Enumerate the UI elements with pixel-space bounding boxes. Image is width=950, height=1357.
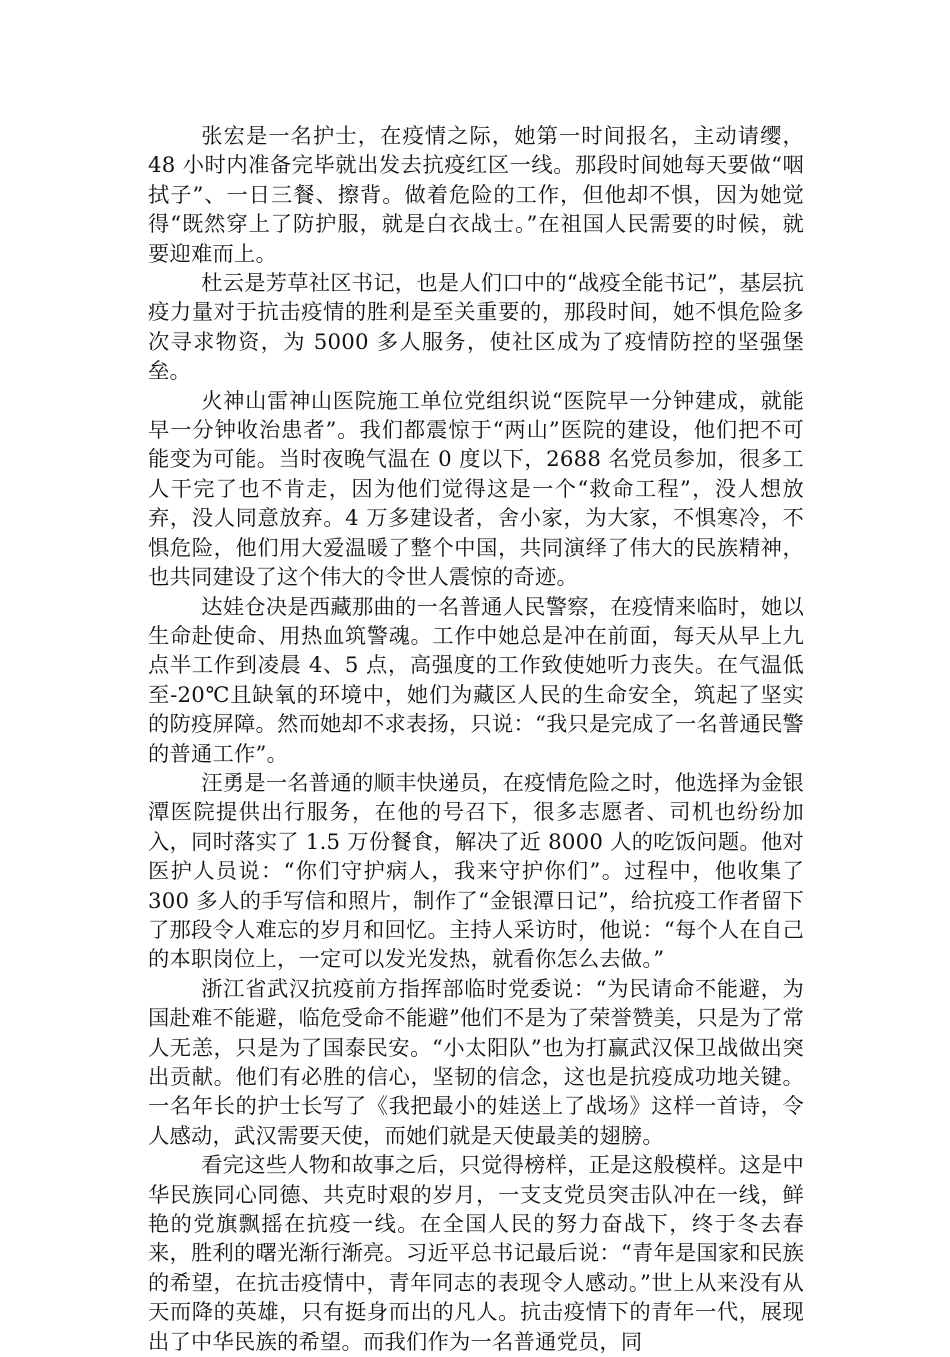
paragraph-huoshenshan-leishenshan: 火神山雷神山医院施工单位党组织说“医院早一分钟建成，就能早一分钟收治患者”。我们都震惊于“两山”医院的建设，他们把不可能变为可能。当时夜晚气温在 0 度以下，2688 名党员参加，很多工人干完了也不肯走，因为他们觉得这是一个“救命工程”，没人想放弃，没人同意放弃。4 万多建设者，舍小家，为大家，不惧寒冷，不惧危险，他们用大爱温暖了整个中国，共同演绎了伟大的民族精神，也共同建设了这个伟大的令世人震惊的奇迹。 [148,388,804,591]
paragraph-wang-yong: 汪勇是一名普通的顺丰快递员，在疫情危险之时，他选择为金银潭医院提供出行服务，在他的号召下，很多志愿者、司机也纷纷加入，同时落实了 1.5 万份餐食，解决了近 8000 人的吃饭问题。他对医护人员说：“你们守护病人，我来守护你们”。过程中，他收集了 300 多人的手写信和照片，制作了“金银潭日记”，给抗疫工作者留下了那段令人难忘的岁月和回忆。主持人采访时，他说：“每个人在自己的本职岗位上，一定可以发光发热，就看你怎么去做。” [148,770,804,973]
paragraph-du-yun: 杜云是芳草社区书记，也是人们口中的“战疫全能书记”，基层抗疫力量对于抗击疫情的胜利是至关重要的，那段时间，她不惧危险多次寻求物资，为 5000 多人服务，使社区成为了疫情防控的坚强堡垒。 [148,271,804,385]
paragraph-dawa-cangjue: 达娃仓决是西藏那曲的一名普通人民警察，在疫情来临时，她以生命赴使命、用热血筑警魂。工作中她总是冲在前面，每天从早上九点半工作到凌晨 4、5 点，高强度的工作致使她听力丧失。在气温低至-20℃且缺氧的环境中，她们为藏区人民的生命安全，筑起了坚实的防疫屏障。然而她却不求表扬，只说：“我只是完成了一名普通民警的普通工作”。 [148,594,804,767]
paragraph-zhejiang-command: 浙江省武汉抗疫前方指挥部临时党委说：“为民请命不能避，为国赴难不能避，临危受命不能避”他们不是为了荣誉赞美，只是为了常人无恙，只是为了国泰民安。“小太阳队”也为打赢武汉保卫战做出突出贡献。他们有必胜的信心，坚韧的信念，这也是抗疫成功地关键。一名年长的护士长写了《我把最小的娃送上了战场》这样一首诗，令人感动，武汉需要天使，而她们就是天使最美的翅膀。 [148,976,804,1149]
document-body [148,122,804,1357]
paragraph-zhang-hong: 张宏是一名护士，在疫情之际，她第一时间报名，主动请缨，48 小时内准备完毕就出发去抗疫红区一线。那段时间她每天要做“咽拭子”、一日三餐、擦背。做着危险的工作，但他却不惧，因为她觉得“既然穿上了防护服，就是白衣战士。”在祖国人民需要的时候，就要迎难而上。 [148,124,804,267]
paragraph-conclusion: 看完这些人物和故事之后，只觉得榜样，正是这般模样。这是中华民族同心同德、共克时艰的岁月，一支支党员突击队冲在一线，鲜艳的党旗飘摇在抗疫一线。在全国人民的努力奋战下，终于冬去春来，胜利的曙光渐行渐亮。习近平总书记最后说：“青年是国家和民族的希望，在抗击疫情中，青年同志的表现令人感动。”世上从来没有从天而降的英雄，只有挺身而出的凡人。抗击疫情下的青年一代，展现出了中华民族的希望。而我们作为一名普通党员，同 [148,1153,804,1355]
